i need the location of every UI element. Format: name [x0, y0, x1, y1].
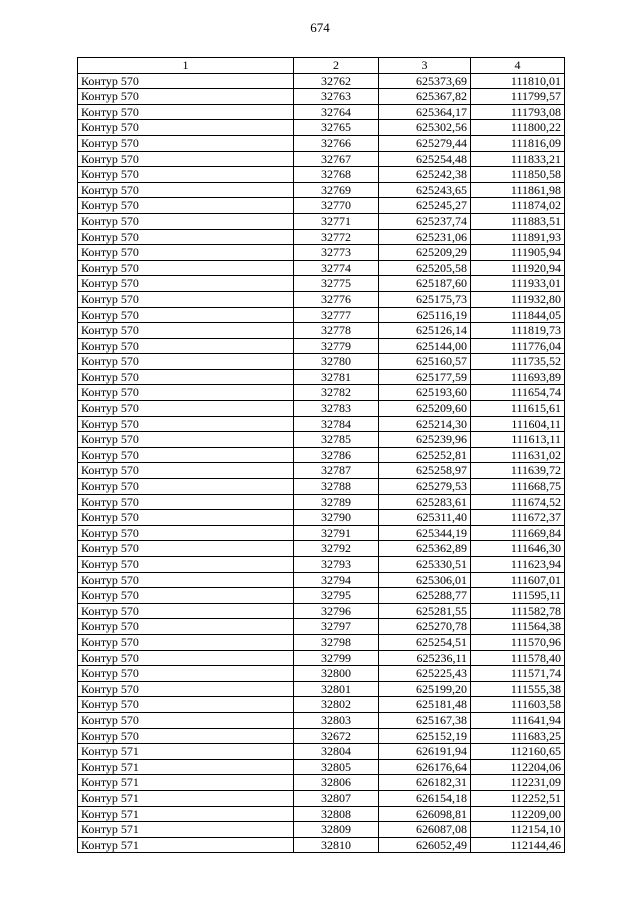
- contour-name-cell: Контур 571: [78, 790, 294, 806]
- contour-name-cell: Контур 570: [78, 697, 294, 713]
- header-col-3: 3: [379, 58, 471, 74]
- x-coordinate-cell: 626191,94: [379, 744, 471, 760]
- y-coordinate-cell: 111603,58: [471, 697, 565, 713]
- table-row: [78, 182, 565, 198]
- contour-name-cell: Контур 570: [78, 213, 294, 229]
- point-number-cell: 32766: [294, 135, 379, 151]
- y-coordinate-cell: 111623,94: [471, 557, 565, 573]
- contour-name-cell: Контур 570: [78, 525, 294, 541]
- point-number-cell: 32788: [294, 479, 379, 495]
- contour-name-cell: Контур 570: [78, 369, 294, 385]
- y-coordinate-cell: 111669,84: [471, 525, 565, 541]
- table-row: [78, 229, 565, 245]
- point-number-cell: 32791: [294, 525, 379, 541]
- header-col-2: 2: [294, 58, 379, 74]
- x-coordinate-cell: 625242,38: [379, 167, 471, 183]
- point-number-cell: 32810: [294, 837, 379, 853]
- contour-name-cell: Контур 570: [78, 634, 294, 650]
- y-coordinate-cell: 111933,01: [471, 276, 565, 292]
- x-coordinate-cell: 625209,60: [379, 401, 471, 417]
- table-row: [78, 822, 565, 838]
- y-coordinate-cell: 111595,11: [471, 588, 565, 604]
- point-number-cell: 32770: [294, 198, 379, 214]
- y-coordinate-cell: 111883,51: [471, 213, 565, 229]
- point-number-cell: 32772: [294, 229, 379, 245]
- x-coordinate-cell: 625225,43: [379, 666, 471, 682]
- y-coordinate-cell: 111631,02: [471, 447, 565, 463]
- table-row: [78, 837, 565, 853]
- table-row: [78, 557, 565, 573]
- contour-name-cell: Контур 570: [78, 416, 294, 432]
- x-coordinate-cell: 625288,77: [379, 588, 471, 604]
- table-row: [78, 650, 565, 666]
- x-coordinate-cell: 625252,81: [379, 447, 471, 463]
- y-coordinate-cell: 111582,78: [471, 603, 565, 619]
- table-row: [78, 432, 565, 448]
- contour-name-cell: Контур 570: [78, 120, 294, 136]
- x-coordinate-cell: 626176,64: [379, 759, 471, 775]
- y-coordinate-cell: 111615,61: [471, 401, 565, 417]
- contour-name-cell: Контур 570: [78, 276, 294, 292]
- table-row: [78, 213, 565, 229]
- table-row: [78, 338, 565, 354]
- y-coordinate-cell: 111891,93: [471, 229, 565, 245]
- y-coordinate-cell: 111570,96: [471, 634, 565, 650]
- contour-name-cell: Контур 570: [78, 354, 294, 370]
- contour-name-cell: Контур 570: [78, 291, 294, 307]
- y-coordinate-cell: 111799,57: [471, 89, 565, 105]
- y-coordinate-cell: 111819,73: [471, 323, 565, 339]
- x-coordinate-cell: 625258,97: [379, 463, 471, 479]
- y-coordinate-cell: 111613,11: [471, 432, 565, 448]
- x-coordinate-cell: 625116,19: [379, 307, 471, 323]
- table-row: [78, 681, 565, 697]
- contour-name-cell: Контур 570: [78, 712, 294, 728]
- y-coordinate-cell: 111639,72: [471, 463, 565, 479]
- point-number-cell: 32778: [294, 323, 379, 339]
- y-coordinate-cell: 111654,74: [471, 385, 565, 401]
- y-coordinate-cell: 111668,75: [471, 479, 565, 495]
- contour-name-cell: Контур 571: [78, 759, 294, 775]
- x-coordinate-cell: 625205,58: [379, 260, 471, 276]
- table-row: [78, 712, 565, 728]
- point-number-cell: 32807: [294, 790, 379, 806]
- point-number-cell: 32798: [294, 634, 379, 650]
- y-coordinate-cell: 111850,58: [471, 167, 565, 183]
- table-row: [78, 463, 565, 479]
- point-number-cell: 32795: [294, 588, 379, 604]
- x-coordinate-cell: 625175,73: [379, 291, 471, 307]
- x-coordinate-cell: 625281,55: [379, 603, 471, 619]
- table-row: [78, 354, 565, 370]
- point-number-cell: 32804: [294, 744, 379, 760]
- point-number-cell: 32776: [294, 291, 379, 307]
- y-coordinate-cell: 111683,25: [471, 728, 565, 744]
- contour-name-cell: Контур 570: [78, 135, 294, 151]
- table-row: [78, 588, 565, 604]
- point-number-cell: 32796: [294, 603, 379, 619]
- x-coordinate-cell: 626098,81: [379, 806, 471, 822]
- table-row: [78, 744, 565, 760]
- point-number-cell: 32803: [294, 712, 379, 728]
- table-row: [78, 790, 565, 806]
- point-number-cell: 32785: [294, 432, 379, 448]
- x-coordinate-cell: 626182,31: [379, 775, 471, 791]
- y-coordinate-cell: 111800,22: [471, 120, 565, 136]
- table-row: [78, 775, 565, 791]
- contour-name-cell: Контур 570: [78, 603, 294, 619]
- table-row: [78, 525, 565, 541]
- table-row: [78, 806, 565, 822]
- contour-name-cell: Контур 570: [78, 494, 294, 510]
- x-coordinate-cell: 625187,60: [379, 276, 471, 292]
- x-coordinate-cell: 625279,44: [379, 135, 471, 151]
- point-number-cell: 32762: [294, 73, 379, 89]
- x-coordinate-cell: 625193,60: [379, 385, 471, 401]
- point-number-cell: 32799: [294, 650, 379, 666]
- y-coordinate-cell: 112160,65: [471, 744, 565, 760]
- x-coordinate-cell: 625344,19: [379, 525, 471, 541]
- table-row: [78, 260, 565, 276]
- contour-name-cell: Контур 570: [78, 338, 294, 354]
- contour-name-cell: Контур 571: [78, 837, 294, 853]
- point-number-cell: 32792: [294, 541, 379, 557]
- y-coordinate-cell: 111555,38: [471, 681, 565, 697]
- point-number-cell: 32775: [294, 276, 379, 292]
- contour-name-cell: Контур 570: [78, 557, 294, 573]
- y-coordinate-cell: 111844,05: [471, 307, 565, 323]
- header-col-4: 4: [471, 58, 565, 74]
- point-number-cell: 32779: [294, 338, 379, 354]
- table-row: [78, 728, 565, 744]
- y-coordinate-cell: 112252,51: [471, 790, 565, 806]
- contour-name-cell: Контур 570: [78, 73, 294, 89]
- y-coordinate-cell: 111816,09: [471, 135, 565, 151]
- y-coordinate-cell: 112144,46: [471, 837, 565, 853]
- contour-name-cell: Контур 570: [78, 541, 294, 557]
- x-coordinate-cell: 625152,19: [379, 728, 471, 744]
- y-coordinate-cell: 111776,04: [471, 338, 565, 354]
- table-row: [78, 151, 565, 167]
- page-number: 674: [310, 20, 330, 35]
- y-coordinate-cell: 111571,74: [471, 666, 565, 682]
- point-number-cell: 32782: [294, 385, 379, 401]
- y-coordinate-cell: 112209,00: [471, 806, 565, 822]
- contour-name-cell: Контур 571: [78, 822, 294, 838]
- x-coordinate-cell: 625237,74: [379, 213, 471, 229]
- x-coordinate-cell: 625279,53: [379, 479, 471, 495]
- point-number-cell: 32771: [294, 213, 379, 229]
- table-row: [78, 541, 565, 557]
- point-number-cell: 32780: [294, 354, 379, 370]
- x-coordinate-cell: 625160,57: [379, 354, 471, 370]
- table-row: [78, 73, 565, 89]
- point-number-cell: 32773: [294, 245, 379, 261]
- point-number-cell: 32789: [294, 494, 379, 510]
- table-row: [78, 369, 565, 385]
- x-coordinate-cell: 625167,38: [379, 712, 471, 728]
- coordinates-table: [77, 57, 565, 853]
- table-row: [78, 385, 565, 401]
- point-number-cell: 32794: [294, 572, 379, 588]
- x-coordinate-cell: 625209,29: [379, 245, 471, 261]
- x-coordinate-cell: 625373,69: [379, 73, 471, 89]
- contour-name-cell: Контур 570: [78, 447, 294, 463]
- table-row: [78, 666, 565, 682]
- table-header: [78, 58, 565, 74]
- y-coordinate-cell: 111578,40: [471, 650, 565, 666]
- contour-name-cell: Контур 570: [78, 728, 294, 744]
- y-coordinate-cell: 111920,94: [471, 260, 565, 276]
- y-coordinate-cell: 111735,52: [471, 354, 565, 370]
- table-row: [78, 307, 565, 323]
- y-coordinate-cell: 111793,08: [471, 104, 565, 120]
- x-coordinate-cell: 625243,65: [379, 182, 471, 198]
- contour-name-cell: Контур 570: [78, 229, 294, 245]
- x-coordinate-cell: 625245,27: [379, 198, 471, 214]
- y-coordinate-cell: 111672,37: [471, 510, 565, 526]
- contour-name-cell: Контур 570: [78, 588, 294, 604]
- contour-name-cell: Контур 570: [78, 463, 294, 479]
- table-row: [78, 198, 565, 214]
- x-coordinate-cell: 626052,49: [379, 837, 471, 853]
- table-row: [78, 291, 565, 307]
- point-number-cell: 32801: [294, 681, 379, 697]
- y-coordinate-cell: 111607,01: [471, 572, 565, 588]
- x-coordinate-cell: 625231,06: [379, 229, 471, 245]
- x-coordinate-cell: 625126,14: [379, 323, 471, 339]
- y-coordinate-cell: 111674,52: [471, 494, 565, 510]
- x-coordinate-cell: 625177,59: [379, 369, 471, 385]
- point-number-cell: 32774: [294, 260, 379, 276]
- x-coordinate-cell: 625311,40: [379, 510, 471, 526]
- x-coordinate-cell: 625254,48: [379, 151, 471, 167]
- point-number-cell: 32777: [294, 307, 379, 323]
- table-row: [78, 479, 565, 495]
- x-coordinate-cell: 625302,56: [379, 120, 471, 136]
- point-number-cell: 32767: [294, 151, 379, 167]
- contour-name-cell: Контур 570: [78, 182, 294, 198]
- y-coordinate-cell: 111693,89: [471, 369, 565, 385]
- x-coordinate-cell: 625199,20: [379, 681, 471, 697]
- header-col-1: 1: [78, 58, 294, 74]
- x-coordinate-cell: 625239,96: [379, 432, 471, 448]
- x-coordinate-cell: 625364,17: [379, 104, 471, 120]
- point-number-cell: 32800: [294, 666, 379, 682]
- y-coordinate-cell: 111905,94: [471, 245, 565, 261]
- contour-name-cell: Контур 571: [78, 775, 294, 791]
- contour-name-cell: Контур 570: [78, 401, 294, 417]
- table-row: [78, 697, 565, 713]
- point-number-cell: 32672: [294, 728, 379, 744]
- contour-name-cell: Контур 570: [78, 510, 294, 526]
- contour-name-cell: Контур 570: [78, 89, 294, 105]
- contour-name-cell: Контур 570: [78, 432, 294, 448]
- header-row: [78, 58, 565, 74]
- contour-name-cell: Контур 570: [78, 167, 294, 183]
- point-number-cell: 32783: [294, 401, 379, 417]
- table-row: [78, 323, 565, 339]
- contour-name-cell: Контур 570: [78, 307, 294, 323]
- contour-name-cell: Контур 570: [78, 385, 294, 401]
- x-coordinate-cell: 625283,61: [379, 494, 471, 510]
- y-coordinate-cell: 111604,11: [471, 416, 565, 432]
- y-coordinate-cell: 111641,94: [471, 712, 565, 728]
- y-coordinate-cell: 112204,06: [471, 759, 565, 775]
- y-coordinate-cell: 111810,01: [471, 73, 565, 89]
- point-number-cell: 32768: [294, 167, 379, 183]
- table-row: [78, 89, 565, 105]
- contour-name-cell: Контур 570: [78, 245, 294, 261]
- table-row: [78, 603, 565, 619]
- contour-name-cell: Контур 570: [78, 151, 294, 167]
- point-number-cell: 32790: [294, 510, 379, 526]
- contour-name-cell: Контур 570: [78, 104, 294, 120]
- point-number-cell: 32808: [294, 806, 379, 822]
- contour-name-cell: Контур 571: [78, 744, 294, 760]
- x-coordinate-cell: 625181,48: [379, 697, 471, 713]
- table-row: [78, 104, 565, 120]
- x-coordinate-cell: 626087,08: [379, 822, 471, 838]
- contour-name-cell: Контур 570: [78, 681, 294, 697]
- y-coordinate-cell: 111874,02: [471, 198, 565, 214]
- table-row: [78, 401, 565, 417]
- contour-name-cell: Контур 570: [78, 572, 294, 588]
- x-coordinate-cell: 625362,89: [379, 541, 471, 557]
- y-coordinate-cell: 112154,10: [471, 822, 565, 838]
- table-row: [78, 572, 565, 588]
- y-coordinate-cell: 111646,30: [471, 541, 565, 557]
- y-coordinate-cell: 111932,80: [471, 291, 565, 307]
- point-number-cell: 32787: [294, 463, 379, 479]
- table-row: [78, 167, 565, 183]
- table-body: [78, 73, 565, 853]
- x-coordinate-cell: 625270,78: [379, 619, 471, 635]
- table-row: [78, 510, 565, 526]
- point-number-cell: 32797: [294, 619, 379, 635]
- contour-name-cell: Контур 570: [78, 479, 294, 495]
- table-row: [78, 135, 565, 151]
- y-coordinate-cell: 111564,38: [471, 619, 565, 635]
- x-coordinate-cell: 625367,82: [379, 89, 471, 105]
- table-row: [78, 416, 565, 432]
- point-number-cell: 32805: [294, 759, 379, 775]
- x-coordinate-cell: 625144,00: [379, 338, 471, 354]
- table-row: [78, 759, 565, 775]
- contour-name-cell: Контур 571: [78, 806, 294, 822]
- contour-name-cell: Контур 570: [78, 260, 294, 276]
- contour-name-cell: Контур 570: [78, 650, 294, 666]
- table-row: [78, 447, 565, 463]
- table-row: [78, 619, 565, 635]
- point-number-cell: 32802: [294, 697, 379, 713]
- y-coordinate-cell: 112231,09: [471, 775, 565, 791]
- x-coordinate-cell: 625254,51: [379, 634, 471, 650]
- contour-name-cell: Контур 570: [78, 619, 294, 635]
- x-coordinate-cell: 625306,01: [379, 572, 471, 588]
- x-coordinate-cell: 625214,30: [379, 416, 471, 432]
- point-number-cell: 32786: [294, 447, 379, 463]
- contour-name-cell: Контур 570: [78, 323, 294, 339]
- point-number-cell: 32806: [294, 775, 379, 791]
- table-row: [78, 494, 565, 510]
- point-number-cell: 32763: [294, 89, 379, 105]
- point-number-cell: 32765: [294, 120, 379, 136]
- table-row: [78, 120, 565, 136]
- contour-name-cell: Контур 570: [78, 666, 294, 682]
- table-row: [78, 634, 565, 650]
- point-number-cell: 32784: [294, 416, 379, 432]
- point-number-cell: 32769: [294, 182, 379, 198]
- x-coordinate-cell: 625330,51: [379, 557, 471, 573]
- point-number-cell: 32793: [294, 557, 379, 573]
- x-coordinate-cell: 625236,11: [379, 650, 471, 666]
- point-number-cell: 32764: [294, 104, 379, 120]
- point-number-cell: 32781: [294, 369, 379, 385]
- contour-name-cell: Контур 570: [78, 198, 294, 214]
- y-coordinate-cell: 111833,21: [471, 151, 565, 167]
- point-number-cell: 32809: [294, 822, 379, 838]
- y-coordinate-cell: 111861,98: [471, 182, 565, 198]
- x-coordinate-cell: 626154,18: [379, 790, 471, 806]
- table-row: [78, 276, 565, 292]
- table-row: [78, 245, 565, 261]
